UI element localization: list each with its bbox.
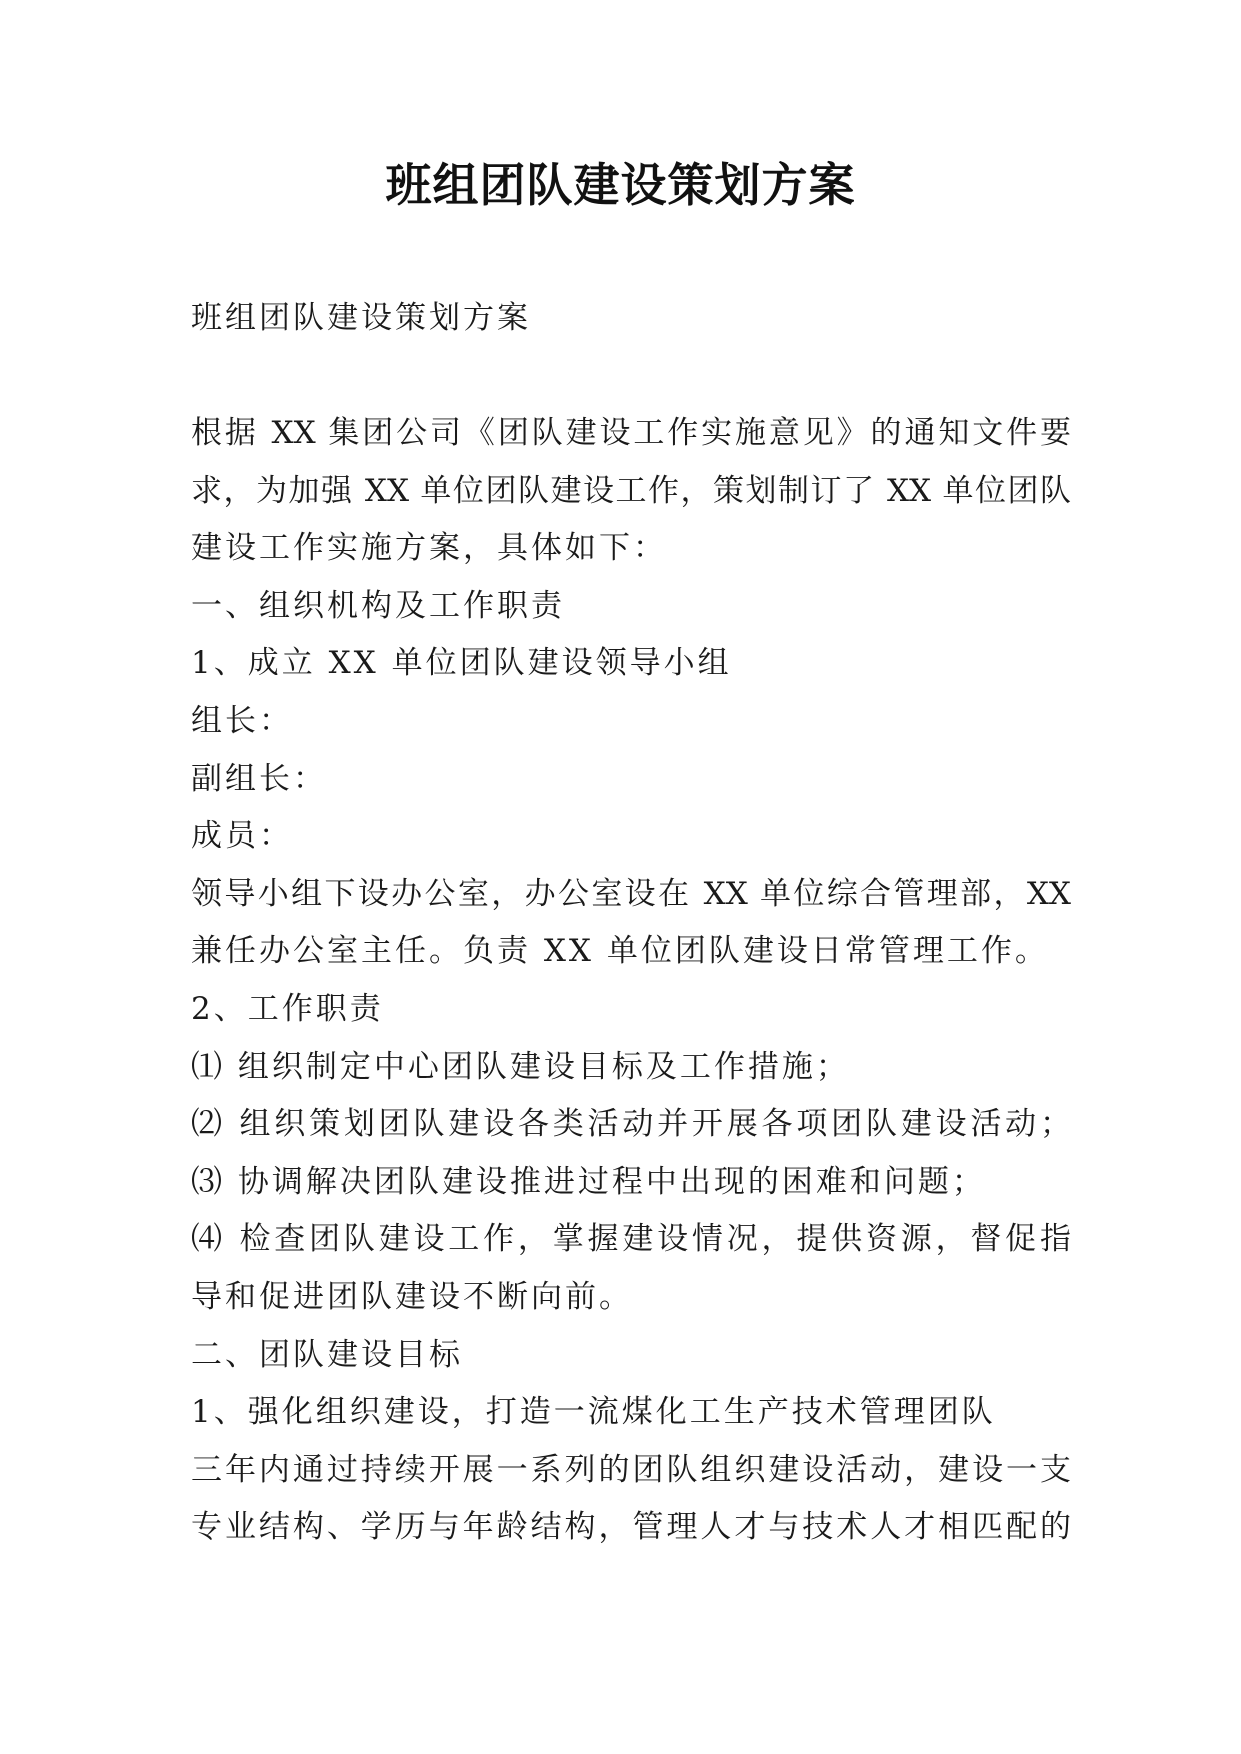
paragraph-line: ⑶ 协调解决团队建设推进过程中出现的困难和问题； xyxy=(191,1163,986,1200)
paragraph-line: 1、强化组织建设，打造一流煤化工生产技术管理团队 xyxy=(191,1394,996,1431)
paragraph-line: 兼任办公室主任。负责 XX 单位团队建设日常管理工作。 xyxy=(191,933,1049,970)
paragraph-line: 成员： xyxy=(191,818,293,855)
document-subtitle: 班组团队建设策划方案 xyxy=(191,300,531,336)
paragraph-line: 根据 XX 集团公司《团队建设工作实施意见》的通知文件要 xyxy=(191,415,1071,451)
paragraph-line: 组长： xyxy=(191,702,293,739)
paragraph-line: 建设工作实施方案，具体如下： xyxy=(191,530,667,567)
paragraph-line: 一、组织机构及工作职责 xyxy=(191,587,565,624)
paragraph-line: 二、团队建设目标 xyxy=(191,1336,463,1373)
paragraph-line: 专业结构、学历与年龄结构，管理人才与技术人才相匹配的 xyxy=(191,1509,1071,1546)
paragraph-line: 领导小组下设办公室，办公室设在 XX 单位综合管理部，XX xyxy=(191,875,1071,912)
paragraph-line: ⑵ 组织策划团队建设各类活动并开展各项团队建设活动； xyxy=(191,1106,1071,1143)
document-body xyxy=(191,405,1071,1557)
paragraph-line: ⑷ 检查团队建设工作，掌握建设情况，提供资源，督促指 xyxy=(191,1221,1071,1258)
paragraph-line: 求，为加强 XX 单位团队建设工作，策划制订了 XX 单位团队 xyxy=(191,472,1071,509)
paragraph-line: 三年内通过持续开展一系列的团队组织建设活动，建设一支 xyxy=(191,1451,1071,1488)
paragraph-line: 导和促进团队建设不断向前。 xyxy=(191,1278,633,1315)
paragraph-line: ⑴ 组织制定中心团队建设目标及工作措施； xyxy=(191,1048,850,1085)
paragraph-line: 2、工作职责 xyxy=(191,990,384,1027)
paragraph-line: 1、成立 XX 单位团队建设领导小组 xyxy=(191,645,732,682)
paragraph-line: 副组长： xyxy=(191,760,327,797)
document-title: 班组团队建设策划方案 xyxy=(385,158,856,212)
